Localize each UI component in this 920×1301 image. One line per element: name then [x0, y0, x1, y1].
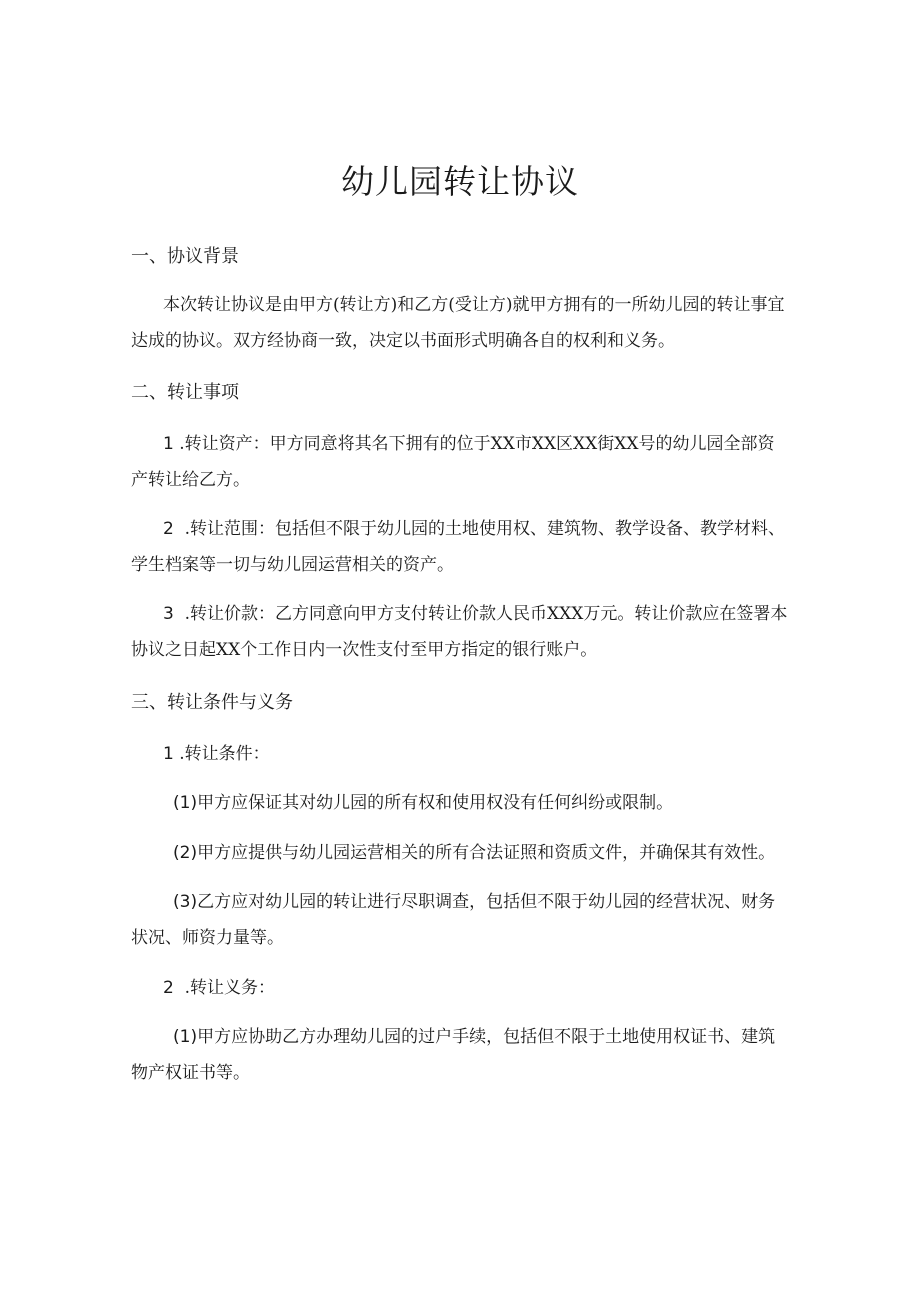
item-text: .转让资产：甲方同意将其名下拥有的位于XX市XX区XX街XX号的幼儿园全部资产转让给乙方。 [131, 434, 775, 490]
item-text: .转让价款：乙方同意向甲方支付转让价款人民币XXX万元。转让价款应在签署本协议之日起XX个工作日内一次性支付至甲方指定的银行账户。 [131, 604, 788, 660]
condition-item-3 [131, 884, 791, 956]
item-number: 1 [163, 434, 174, 454]
item-number: 2 [163, 519, 174, 539]
item-number: (3) [173, 892, 198, 912]
transfer-item-scope [131, 511, 791, 583]
item-number: (1) [173, 793, 198, 813]
section-heading-background: 一、协议背景 [131, 246, 239, 267]
obligation-item-1 [131, 1019, 791, 1091]
paragraph-text: 本次转让协议是由甲方(转让方)和乙方(受让方)就甲方拥有的一所幼儿园的转让事宜达成的协议。双方经协商一致，决定以书面形式明确各自的权利和义务。 [131, 295, 785, 351]
condition-item-1 [131, 785, 791, 821]
section-heading-transfer-items: 二、转让事项 [131, 382, 239, 403]
item-text: 甲方应提供与幼儿园运营相关的所有合法证照和资质文件，并确保其有效性。 [197, 843, 776, 863]
obligation-heading [131, 970, 791, 1006]
condition-heading [131, 736, 791, 772]
item-number: (1) [173, 1027, 198, 1047]
item-text: .转让条件： [179, 744, 270, 764]
item-text: 乙方应对幼儿园的转让进行尽职调查，包括但不限于幼儿园的经营状况、财务状况、师资力量等。 [131, 892, 776, 948]
item-number: 1 [163, 744, 174, 764]
transfer-item-price [131, 596, 791, 668]
section-heading-conditions-obligations: 三、转让条件与义务 [131, 692, 293, 713]
transfer-item-assets [131, 426, 791, 498]
item-number: 2 [163, 978, 174, 998]
item-text: .转让义务： [184, 978, 276, 998]
item-number: (2) [173, 843, 198, 863]
item-text: 甲方应保证其对幼儿园的所有权和使用权没有任何纠纷或限制。 [197, 793, 674, 813]
item-number: 3 [163, 604, 174, 624]
section-background-paragraph [131, 287, 791, 359]
condition-item-2 [131, 835, 791, 871]
document-title: 幼儿园转让协议 [341, 162, 579, 201]
item-text: 甲方应协助乙方办理幼儿园的过户手续，包括但不限于土地使用权证书、建筑物产权证书等。 [131, 1027, 776, 1083]
item-text: .转让范围：包括但不限于幼儿园的土地使用权、建筑物、教学设备、教学材料、学生档案等一切与幼儿园运营相关的资产。 [131, 519, 786, 575]
